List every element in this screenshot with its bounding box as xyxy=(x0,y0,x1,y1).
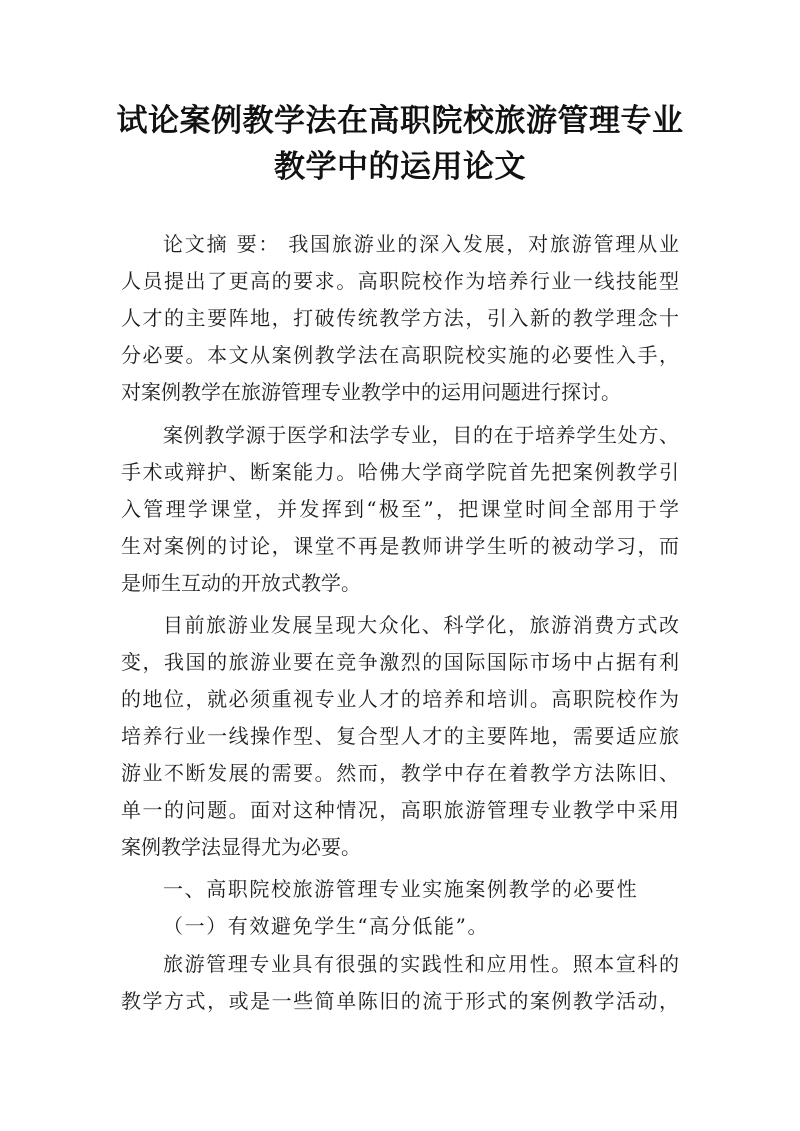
paragraph-line: 案例教学源于医学和法学专业，目的在于培养学生处方、 xyxy=(163,423,679,447)
paragraph-line: 变，我国的旅游业要在竞争激烈的国际国际市场中占据有利 xyxy=(121,650,679,674)
paragraph-line: 是师生互动的开放式教学。 xyxy=(121,571,361,595)
paragraph-line: 案例教学法显得尤为必要。 xyxy=(121,835,361,859)
subsection-heading: （一）有效避免学生“高分低能”。 xyxy=(163,914,490,938)
document-title-line-2: 教学中的运用论文 xyxy=(274,149,526,185)
abstract-line: 论文摘 要： 我国旅游业的深入发展，对旅游管理从业 xyxy=(163,232,679,256)
section-heading: 一、高职院校旅游管理专业实施案例教学的必要性 xyxy=(163,877,639,901)
abstract-line: 人员提出了更高的要求。高职院校作为培养行业一线技能型 xyxy=(121,269,679,293)
paragraph-line: 目前旅游业发展呈现大众化、科学化，旅游消费方式改 xyxy=(163,613,679,637)
paragraph-line: 培养行业一线操作型、复合型人才的主要阵地，需要适应旅 xyxy=(121,724,679,748)
abstract-line: 人才的主要阵地，打破传统教学方法，引入新的教学理念十 xyxy=(121,306,679,330)
document-title-line-1: 试论案例教学法在高职院校旅游管理专业 xyxy=(116,103,684,139)
paragraph-line: 教学方式，或是一些简单陈旧的流于形式的案例教学活动， xyxy=(121,989,679,1013)
paragraph-line: 单一的问题。面对这种情况，高职旅游管理专业教学中采用 xyxy=(121,798,679,822)
paragraph-line: 生对案例的讨论，课堂不再是教师讲学生听的被动学习，而 xyxy=(121,534,679,558)
abstract-line: 对案例教学在旅游管理专业教学中的运用问题进行探讨。 xyxy=(121,380,621,404)
paragraph-line: 游业不断发展的需要。然而，教学中存在着教学方法陈旧、 xyxy=(121,761,679,785)
paragraph-line: 的地位，就必须重视专业人才的培养和培训。高职院校作为 xyxy=(121,687,679,711)
paragraph-line: 入管理学课堂，并发挥到“极至”，把课堂时间全部用于学 xyxy=(121,497,679,521)
abstract-line: 分必要。本文从案例教学法在高职院校实施的必要性入手， xyxy=(121,343,679,367)
paragraph-line: 旅游管理专业具有很强的实践性和应用性。照本宣科的 xyxy=(163,952,679,976)
paragraph-line: 手术或辩护、断案能力。哈佛大学商学院首先把案例教学引 xyxy=(121,460,679,484)
